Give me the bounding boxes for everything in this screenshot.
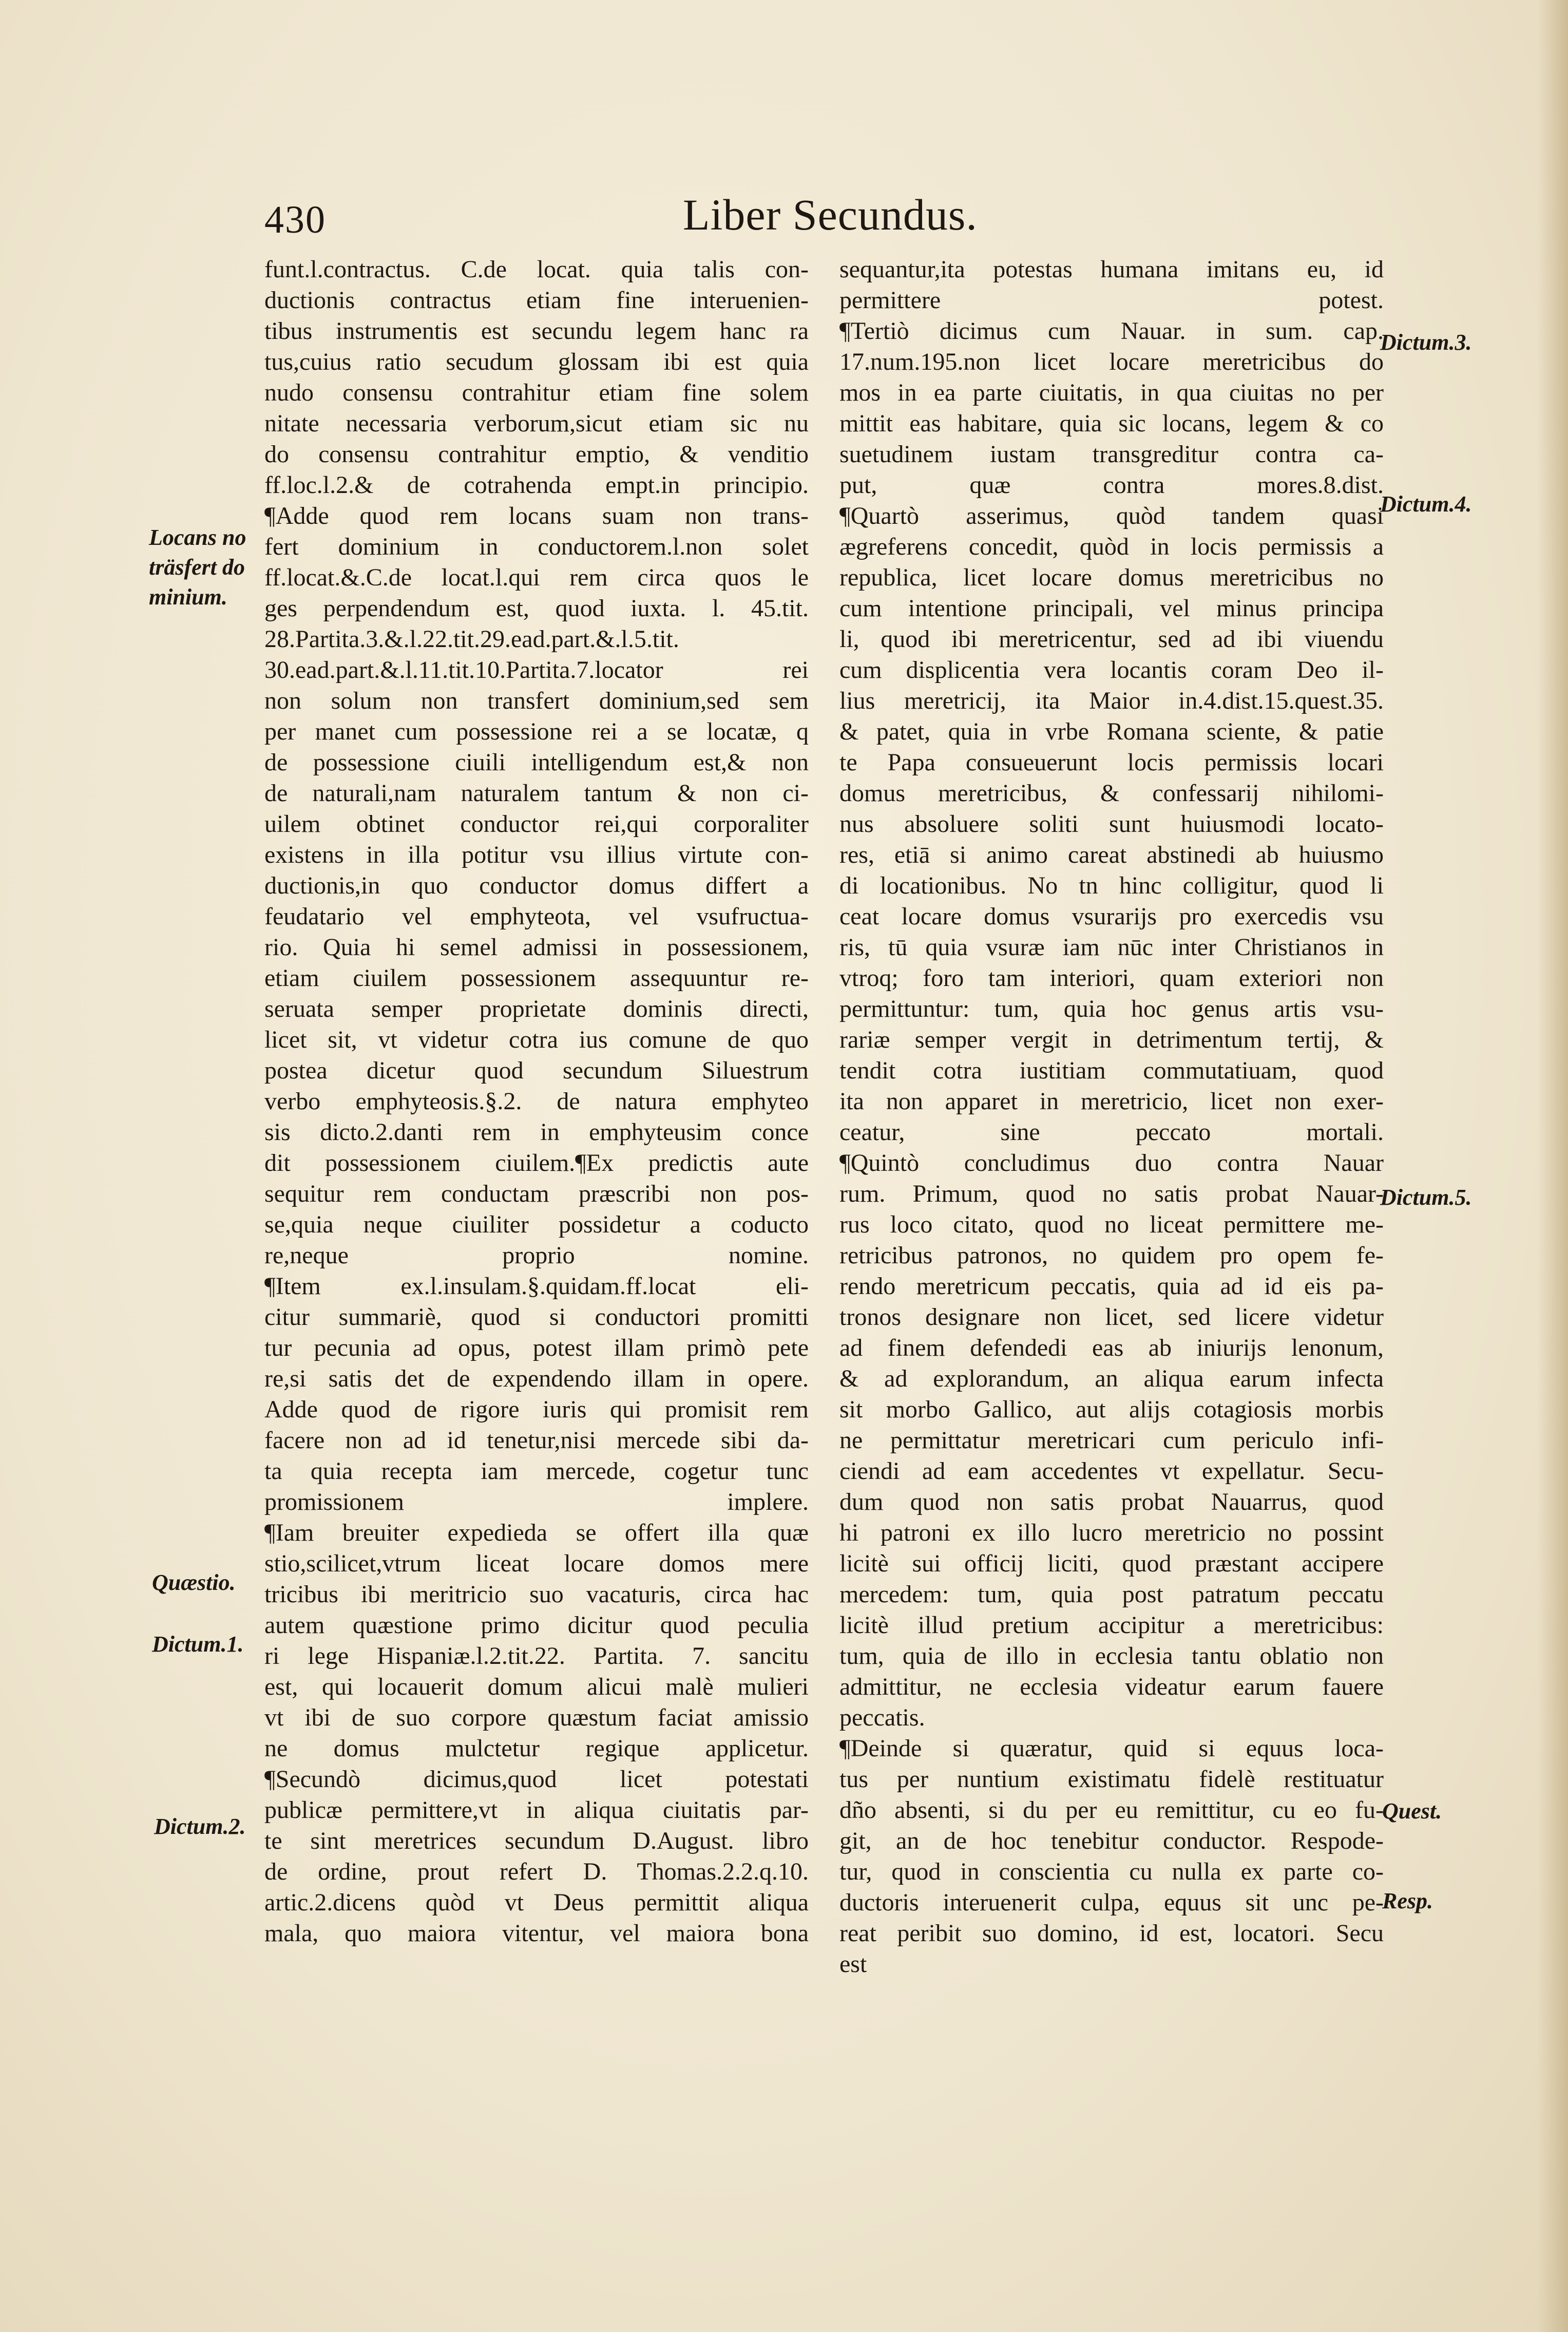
text-line: rendo meretricum peccatis, quia ad id eis pa-: [839, 1273, 1384, 1300]
text-line: ductoris interuenerit culpa, equus sit unc pe-: [839, 1889, 1384, 1916]
text-line: stio,scilicet,vtrum liceat locare domos mere: [264, 1550, 809, 1577]
text-line: admittitur, ne ecclesia videatur earum fauere: [839, 1673, 1384, 1700]
text-line: citur summariè, quod si conductori promitti: [264, 1303, 809, 1331]
text-line: ris, tū quia vsuræ iam nūc inter Christianos in: [839, 934, 1384, 961]
text-line: ceatur, sine peccato mortali.: [839, 1118, 1384, 1146]
text-line: tibus instrumentis est secundu legem hanc ra: [264, 317, 809, 345]
margin-note-dictum-5: Dictum.5.: [1380, 1185, 1472, 1210]
text-line: do consensu contrahitur emptio, & venditio: [264, 441, 809, 468]
margin-note-dictum-4: Dictum.4.: [1380, 491, 1472, 517]
text-line: tur pecunia ad opus, potest illam primò pete: [264, 1334, 809, 1361]
text-line: lius meretricij, ita Maior in.4.dist.15.quest.35.: [839, 687, 1384, 714]
text-line: & ad explorandum, an aliqua earum infecta: [839, 1365, 1384, 1392]
text-line: sis dicto.2.danti rem in emphyteusim conce: [264, 1118, 809, 1146]
text-line: verbo emphyteosis.§.2. de natura emphyteo: [264, 1088, 809, 1115]
text-line: etiam ciuilem possessionem assequuntur re-: [264, 964, 809, 992]
text-line: mercedem: tum, quia post patratum peccatu: [839, 1581, 1384, 1608]
text-line: de ordine, prout refert D. Thomas.2.2.q.10.: [264, 1858, 809, 1885]
text-line: ne domus mulctetur regique applicetur.: [264, 1735, 809, 1762]
text-line: reat peribit suo domino, id est, locatori. Secu: [839, 1920, 1384, 1947]
text-line: ductionis,in quo conductor domus differt a: [264, 872, 809, 899]
text-line: domus meretricibus, & confessarij nihilomi-: [839, 780, 1384, 807]
text-line: republica, licet locare domus meretricibus no: [839, 564, 1384, 591]
right-text-column: [839, 254, 1384, 1980]
text-line: uilem obtinet conductor rei,qui corporaliter: [264, 810, 809, 838]
text-line: & patet, quia in vrbe Romana sciente, & patie: [839, 718, 1384, 745]
text-line: est, qui locauerit domum alicui malè mulieri: [264, 1673, 809, 1700]
text-line: funt.l.contractus. C.de locat. quia talis con-: [264, 256, 809, 283]
margin-note-resp: Resp.: [1382, 1888, 1433, 1913]
text-line: tur, quod in conscientia cu nulla ex parte co-: [839, 1858, 1384, 1885]
text-line: postea dicetur quod secundum Siluestrum: [264, 1057, 809, 1084]
text-line: di locationibus. No tn hinc colligitur, quod li: [839, 872, 1384, 899]
text-line: rus loco citato, quod no liceat permittere me-: [839, 1211, 1384, 1238]
text-line: de naturali,nam naturalem tantum & non ci-: [264, 780, 809, 807]
text-line: seruata semper proprietate dominis directi,: [264, 995, 809, 1022]
text-line: ¶Secundò dicimus,quod licet potestati: [264, 1766, 809, 1793]
text-line: Adde quod de rigore iuris qui promisit rem: [264, 1396, 809, 1423]
text-line: ¶Quartò asserimus, quòd tandem quasi: [839, 502, 1384, 529]
text-line: te Papa consueuerunt locis permissis locari: [839, 749, 1384, 776]
text-line: re,neque proprio nomine.: [264, 1242, 809, 1269]
text-line: ff.locat.&.C.de locat.l.qui rem circa quos le: [264, 564, 809, 591]
text-line: 30.ead.part.&.l.11.tit.10.Partita.7.locator rei: [264, 656, 809, 684]
text-line: ne permittatur meretricari cum periculo infi-: [839, 1427, 1384, 1454]
text-line: suetudinem iustam transgreditur contra ca-: [839, 441, 1384, 468]
margin-note-locans-line-2: träsfert do: [149, 555, 245, 580]
running-head: Liber Secundus.: [683, 190, 978, 239]
text-line: artic.2.dicens quòd vt Deus permittit aliqua: [264, 1889, 809, 1916]
text-line: rio. Quia hi semel admissi in possessionem,: [264, 934, 809, 961]
text-line: mittit eas habitare, quia sic locans, legem & co: [839, 410, 1384, 437]
text-line: promissionem implere.: [264, 1488, 809, 1515]
text-line: ¶Quintò concludimus duo contra Nauar: [839, 1149, 1384, 1177]
text-line: mala, quo maiora vitentur, vel maiora bona: [264, 1920, 809, 1947]
text-line: vt ibi de suo corpore quæstum faciat amissio: [264, 1704, 809, 1731]
text-line: ægreferens concedit, quòd in locis permissis a: [839, 533, 1384, 560]
margin-note-locans-line-3: minium.: [149, 584, 227, 610]
text-line: tus,cuius ratio secudum glossam ibi est quia: [264, 348, 809, 375]
text-line: hi patroni ex illo lucro meretricio no possint: [839, 1519, 1384, 1546]
text-line: dit possessionem ciuilem.¶Ex predictis aute: [264, 1149, 809, 1177]
text-line: tronos designare non licet, sed licere videtur: [839, 1303, 1384, 1331]
text-line: rum. Primum, quod no satis probat Nauar-: [839, 1180, 1384, 1207]
text-line: ciendi ad eam accedentes vt expellatur. Secu-: [839, 1457, 1384, 1485]
margin-note-locans-line-1: Locans no: [149, 525, 246, 550]
text-line: tricibus ibi meritricio suo vacaturis, circa hac: [264, 1581, 809, 1608]
text-line: 17.num.195.non licet locare meretricibus do: [839, 348, 1384, 375]
text-line: est: [839, 1950, 867, 1978]
text-line: ¶Tertiò dicimus cum Nauar. in sum. cap.: [839, 317, 1384, 345]
text-line: ¶Deinde si quæratur, quid si equus loca-: [839, 1735, 1384, 1762]
text-line: git, an de hoc tenebitur conductor. Respode-: [839, 1827, 1384, 1854]
text-line: fert dominium in conductorem.l.non solet: [264, 533, 809, 560]
text-line: publicæ permittere,vt in aliqua ciuitatis par-: [264, 1796, 809, 1824]
text-line: licitè illud pretium accipitur a meretricibus:: [839, 1611, 1384, 1639]
text-line: non solum non transfert dominium,sed sem: [264, 687, 809, 714]
text-line: tum, quia de illo in ecclesia tantu oblatio non: [839, 1642, 1384, 1670]
text-line: ri lege Hispaniæ.l.2.tit.22. Partita. 7. sancitu: [264, 1642, 809, 1670]
text-line: se,quia neque ciuiliter possidetur a coducto: [264, 1211, 809, 1238]
text-line: de possessione ciuili intelligendum est,& non: [264, 749, 809, 776]
text-line: ges perpendendum est, quod iuxta. l. 45.tit.: [264, 595, 809, 622]
text-line: sequitur rem conductam præscribi non pos-: [264, 1180, 809, 1207]
text-line: sequantur,ita potestas humana imitans eu, id: [839, 256, 1384, 283]
text-line: autem quæstione primo dicitur quod peculia: [264, 1611, 809, 1639]
text-line: permittere potest.: [839, 287, 1384, 314]
left-text-column: [264, 254, 809, 1949]
text-line: nudo consensu contrahitur etiam fine solem: [264, 379, 809, 406]
text-line: re,si satis det de expendendo illam in opere.: [264, 1365, 809, 1392]
margin-note-quest: Quest.: [1382, 1798, 1442, 1824]
text-line: nus absoluere soliti sunt huiusmodi locato-: [839, 810, 1384, 838]
text-line: ff.loc.l.2.& de cotrahenda empt.in principio.: [264, 471, 809, 499]
text-line: nitate necessaria verborum,sicut etiam sic nu: [264, 410, 809, 437]
text-line: ad finem defendedi eas ab iniurijs lenonum,: [839, 1334, 1384, 1361]
page-number: 430: [264, 198, 326, 241]
margin-note-dictum-3: Dictum.3.: [1380, 330, 1472, 355]
margin-note-dictum-2: Dictum.2.: [154, 1814, 246, 1839]
text-line: tus per nuntium existimatu fidelè restituatur: [839, 1766, 1384, 1793]
text-line: licitè sui officij liciti, quod præstant accipere: [839, 1550, 1384, 1577]
margin-note-dictum-1: Dictum.1.: [152, 1632, 244, 1657]
text-line: te sint meretrices secundum D.August. libro: [264, 1827, 809, 1854]
text-line: put, quæ contra mores.8.dist.: [839, 471, 1384, 499]
text-line: cum displicentia vera locantis coram Deo il-: [839, 656, 1384, 684]
text-line: ¶Iam breuiter expedieda se offert illa quæ: [264, 1519, 809, 1546]
text-line: permittuntur: tum, quia hoc genus artis vsu-: [839, 995, 1384, 1022]
text-line: ita non apparet in meretricio, licet non exer-: [839, 1088, 1384, 1115]
text-line: facere non ad id tenetur,nisi mercede sibi da-: [264, 1427, 809, 1454]
text-line: ductionis contractus etiam fine interuenien-: [264, 287, 809, 314]
text-line: vtroq; foro tam interiori, quam exteriori non: [839, 964, 1384, 992]
text-line: dum quod non satis probat Nauarrus, quod: [839, 1488, 1384, 1515]
text-line: ceat locare domus vsurarijs pro exercedis vsu: [839, 903, 1384, 930]
margin-note-quaestio: Quæstio.: [152, 1570, 236, 1595]
text-line: 28.Partita.3.&.l.22.tit.29.ead.part.&.l.5.tit.: [264, 625, 679, 653]
text-line: cum intentione principali, vel minus principa: [839, 595, 1384, 622]
text-line: res, etiā si animo careat abstinedi ab huiusmo: [839, 841, 1384, 868]
text-line: retricibus patronos, no quidem pro opem fe-: [839, 1242, 1384, 1269]
text-line: sit morbo Gallico, aut alijs cotagiosis morbis: [839, 1396, 1384, 1423]
text-line: per manet cum possessione rei a se locatæ, q: [264, 718, 809, 745]
text-line: ta quia recepta iam mercede, cogetur tunc: [264, 1457, 809, 1485]
text-line: rariæ semper vergit in detrimentum tertij, &: [839, 1026, 1384, 1053]
text-line: mos in ea parte ciuitatis, in qua ciuitas no per: [839, 379, 1384, 406]
text-line: li, quod ibi meretricentur, sed ad ibi viuendu: [839, 625, 1384, 653]
text-line: existens in illa potitur vsu illius virtute con-: [264, 841, 809, 868]
text-line: tendit cotra iustitiam commutatiuam, quod: [839, 1057, 1384, 1084]
text-line: feudatario vel emphyteota, vel vsufructua-: [264, 903, 809, 930]
text-line: peccatis.: [839, 1704, 925, 1731]
text-line: ¶Adde quod rem locans suam non trans-: [264, 502, 809, 529]
text-line: dño absenti, si du per eu remittitur, cu eo fu-: [839, 1796, 1384, 1824]
text-line: licet sit, vt videtur cotra ius comune de quo: [264, 1026, 809, 1053]
text-line: ¶Item ex.l.insulam.§.quidam.ff.locat eli-: [264, 1273, 809, 1300]
